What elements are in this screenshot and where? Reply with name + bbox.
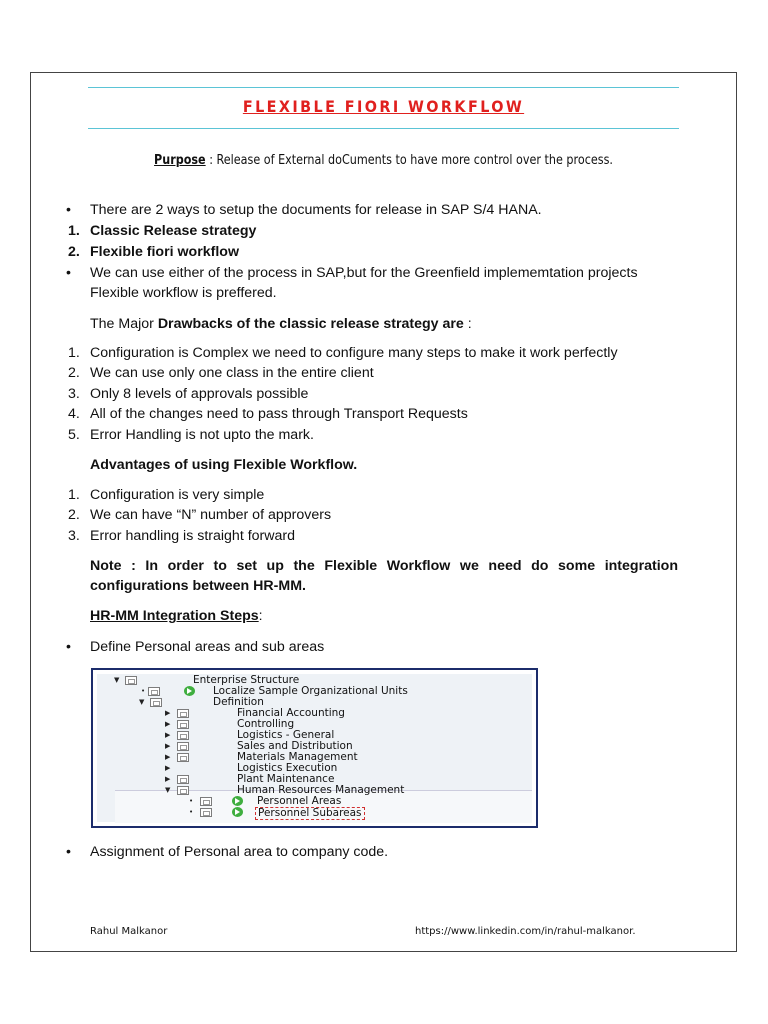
folder-icon (177, 753, 189, 762)
purpose-line (129, 153, 637, 168)
bullet-icon: • (66, 265, 71, 281)
advantage-item: Error handling is straight forward (90, 528, 296, 544)
top-rule (88, 87, 679, 88)
footer-link[interactable]: https://www.linkedin.com/in/rahul-malkanor. (415, 926, 636, 937)
bottom-rule (88, 128, 679, 129)
purpose-text: : Release of External doCuments to have more control over the process. (205, 153, 613, 168)
drawback-item: Error Handling is not upto the mark. (90, 427, 314, 443)
note-line-1: Note : In order to set up the Flexible Workflow we need do some integration (90, 558, 678, 574)
drawbacks-title: Drawbacks of the classic release strategy are (157, 316, 464, 332)
purpose-label: Purpose (154, 153, 206, 168)
integration-steps-heading (90, 606, 263, 626)
step-assignment: Assignment of Personal area to company code. (90, 844, 389, 860)
bullet-icon: • (189, 808, 194, 816)
execute-icon[interactable] (184, 686, 195, 696)
execute-icon[interactable] (232, 807, 243, 817)
folder-icon (200, 808, 212, 817)
flexible-workflow-item: Flexible fiori workflow (90, 244, 239, 260)
expanded-triangle-icon[interactable]: ▼ (165, 786, 171, 794)
folder-icon (177, 775, 189, 784)
list-number: 1. (68, 487, 80, 503)
drawback-item: All of the changes need to pass through Transport Requests (90, 406, 468, 422)
drawbacks-prefix: The Major (90, 316, 158, 332)
footer-author: Rahul Malkanor (90, 926, 168, 937)
intro-bullet-2-line2: Flexible workflow is preffered. (90, 285, 277, 301)
drawback-item: Only 8 levels of approvals possible (90, 386, 309, 402)
drawback-item: We can use only one class in the entire client (90, 365, 374, 381)
list-number: 4. (68, 406, 80, 422)
intro-bullet-2-line1: We can use either of the process in SAP,but for the Greenfield implememtation projects (90, 265, 638, 281)
collapsed-triangle-icon[interactable]: ▶ (165, 720, 171, 728)
expanded-triangle-icon[interactable]: ▼ (114, 676, 120, 684)
folder-icon (148, 687, 160, 696)
drawback-item: Configuration is Complex we need to configure many steps to make it work perfectly (90, 345, 618, 361)
classic-release-item: Classic Release strategy (90, 223, 257, 239)
collapsed-triangle-icon[interactable]: ▶ (165, 742, 171, 750)
drawbacks-heading (90, 314, 472, 334)
page-title: FLEXIBLE FIORI WORKFLOW (242, 97, 525, 116)
folder-icon (177, 720, 189, 729)
collapsed-triangle-icon[interactable]: ▶ (165, 775, 171, 783)
sap-tree-panel: ▼ Enterprise Structure • Localize Sample Organizational Units ▼ Definition ▶ Financial Accounting ▶ Controlling ▶ Logistics - General ▶ Sales and Distribution ▶ Materials Management ▶ Logistics Execution ▶ Plant Maintenance ▼ Human Resources Management • Personnel Areas • Personnel Subareas (97, 674, 532, 822)
folder-icon (125, 676, 137, 685)
folder-icon (177, 709, 189, 718)
collapsed-triangle-icon[interactable]: ▶ (165, 764, 171, 772)
note-line-2: configurations between HR-MM. (90, 578, 306, 594)
list-number: 2. (68, 244, 80, 260)
folder-icon (200, 797, 212, 806)
integration-steps-colon: : (258, 608, 263, 624)
list-number: 2. (68, 507, 80, 523)
expanded-triangle-icon[interactable]: ▼ (139, 698, 145, 706)
bullet-icon: • (189, 797, 194, 805)
sap-tree-screenshot (91, 668, 538, 828)
folder-icon (150, 698, 162, 707)
list-number: 1. (68, 223, 80, 239)
list-number: 2. (68, 365, 80, 381)
integration-steps-title: HR-MM Integration Steps (90, 608, 259, 624)
folder-icon (177, 786, 189, 795)
bullet-icon: • (141, 687, 146, 695)
list-number: 5. (68, 427, 80, 443)
advantages-heading: Advantages of using Flexible Workflow. (90, 457, 358, 473)
bullet-icon: • (66, 202, 71, 218)
bullet-icon: • (66, 844, 71, 860)
bullet-icon: • (66, 639, 71, 655)
drawbacks-suffix: : (463, 316, 472, 332)
execute-icon[interactable] (232, 796, 243, 806)
folder-icon (177, 742, 189, 751)
advantage-item: Configuration is very simple (90, 487, 265, 503)
list-number: 3. (68, 386, 80, 402)
advantage-item: We can have “N” number of approvers (90, 507, 332, 523)
collapsed-triangle-icon[interactable]: ▶ (165, 709, 171, 717)
intro-bullet-1: There are 2 ways to setup the documents for release in SAP S/4 HANA. (90, 202, 542, 218)
collapsed-triangle-icon[interactable]: ▶ (165, 731, 171, 739)
list-number: 3. (68, 528, 80, 544)
list-number: 1. (68, 345, 80, 361)
collapsed-triangle-icon[interactable]: ▶ (165, 753, 171, 761)
folder-icon (177, 731, 189, 740)
step-personal-areas: Define Personal areas and sub areas (90, 639, 325, 655)
